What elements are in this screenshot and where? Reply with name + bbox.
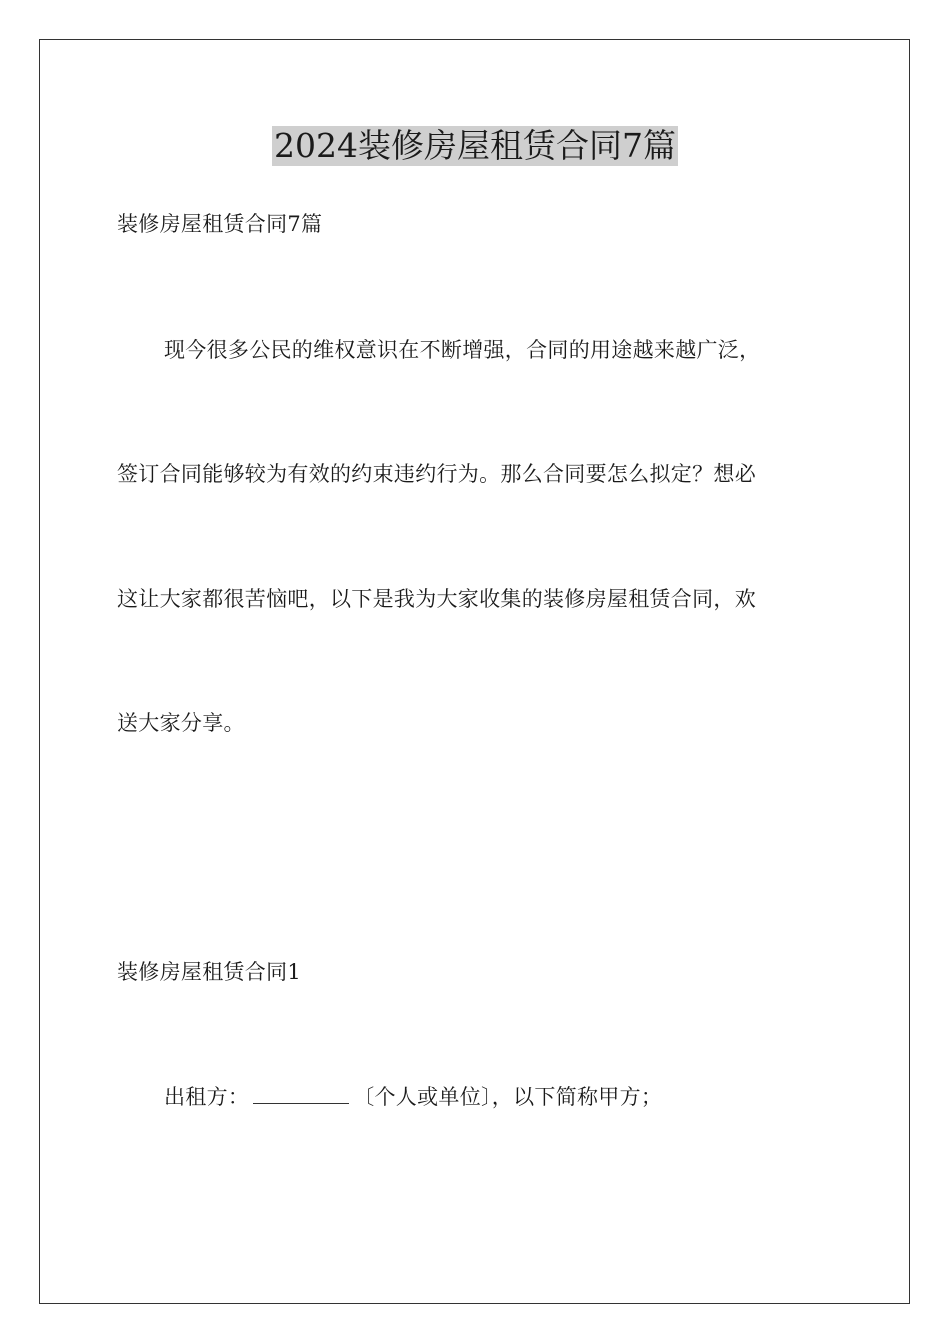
intro-line-2: 签订合同能够较为有效的约束违约行为。那么合同要怎么拟定？想必: [117, 462, 756, 486]
intro-line-4: 送大家分享。: [117, 711, 245, 735]
lessor-label: 出租方：: [164, 1085, 250, 1109]
intro-line-1: 现今很多公民的维权意识在不断增强，合同的用途越来越广泛，: [164, 338, 761, 362]
document-subtitle: 装修房屋租赁合同7篇: [117, 212, 323, 236]
intro-line-3: 这让大家都很苦恼吧，以下是我为大家收集的装修房屋租赁合同，欢: [117, 587, 756, 611]
title-container: [0, 126, 950, 166]
section-heading: 装修房屋租赁合同1: [117, 960, 302, 984]
lessor-suffix: 〔个人或单位〕，以下简称甲方；: [353, 1085, 663, 1109]
lessor-line: [164, 1083, 662, 1111]
document-title: 2024装修房屋租赁合同7篇: [274, 126, 676, 165]
lessor-name-blank[interactable]: [253, 1085, 349, 1104]
